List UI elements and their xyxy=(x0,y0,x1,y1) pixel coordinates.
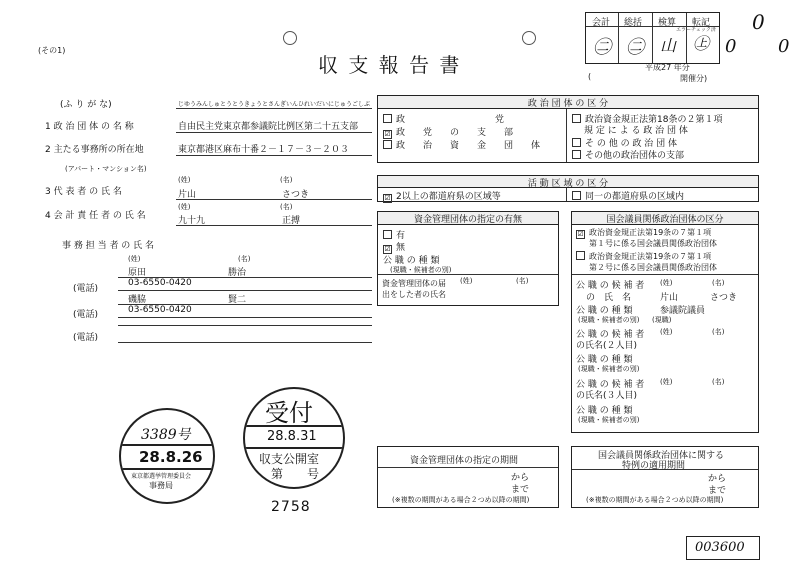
type-option-other[interactable]: そ の 他 の 政 治 団 体 xyxy=(572,136,677,149)
check-table xyxy=(585,12,720,64)
acct-mei-label: (名) xyxy=(280,203,293,211)
political-type-header: 政 治 団 体 の 区 分 xyxy=(378,96,758,109)
office2-label: 公 職 の 種 類 xyxy=(576,355,633,365)
type-option-other-branch[interactable]: その他の政治団体の支部 xyxy=(572,148,684,161)
address-value: 東京都港区麻布十番２－１７－３－２０３ xyxy=(178,145,350,155)
diet-type-header: 国会議員関係政治団体の区分 xyxy=(572,212,758,225)
office1-value: 参議院議員 xyxy=(660,306,706,316)
representative-label: 3 代 表 者 の 氏 名 xyxy=(45,187,122,197)
diet-option-1-line2: 第１号に係る国会議員関係政治団体 xyxy=(589,239,717,248)
receipt-stamp-left xyxy=(119,408,215,504)
cand3-sei-label: (姓) xyxy=(660,378,673,386)
error-check-note: エラーチェック済 xyxy=(676,27,716,33)
check-mark-4: ㊤ xyxy=(693,34,710,53)
type-option-art18-line2: 規 定 に よ る 政 治 団 体 xyxy=(584,126,688,136)
office3-sub-label: (現職・候補者の別) xyxy=(578,416,640,424)
accountant-label: 4 会 計 責 任 者 の 氏 名 xyxy=(45,211,146,221)
diet-option-2[interactable]: 政治資金規正法第19条の７第１項 xyxy=(576,251,711,262)
fund-office-type-label: 公 職 の 種 類 xyxy=(383,256,440,266)
stamp-left-org2: 事務局 xyxy=(149,481,173,490)
acct-sei-label: (姓) xyxy=(178,203,191,211)
cand1-mei-label: (名) xyxy=(712,279,725,287)
cand1-label-1: 公 職 の 候 補 者 xyxy=(576,281,645,291)
check-mark-2: ㊁ xyxy=(626,37,644,58)
cand1-sei-label: (姓) xyxy=(660,279,673,287)
fund-period-from: から xyxy=(511,473,530,483)
report-year: 平成27 年分 xyxy=(645,63,690,72)
received-number: 2758 xyxy=(271,499,311,515)
hole-circle xyxy=(522,31,536,45)
check-header-summary: 総括 xyxy=(624,18,643,28)
hand-zero-1: 0 xyxy=(752,10,765,34)
fund-sei-label: (姓) xyxy=(460,277,473,285)
diet-period-to: まで xyxy=(708,486,727,496)
stamp-right-title: 受付 xyxy=(265,399,313,427)
type-option-fund[interactable]: 政 治 資 金 団 体 xyxy=(383,138,540,151)
cand1-last: 片山 xyxy=(660,293,679,303)
fund-option-no[interactable]: ☑ 無 xyxy=(384,243,406,253)
period-label: 開催分) xyxy=(680,74,708,83)
check-header-transfer: 転記 xyxy=(692,18,711,28)
rep-first-name: さつき xyxy=(282,190,310,200)
activity-option-multi[interactable]: ☑ 2以上の都道府県の区域等 xyxy=(384,192,501,202)
diet-period-header-1: 国会議員関係政治団体に関する xyxy=(598,451,725,461)
staff2-first: 賢二 xyxy=(228,295,247,305)
type-option-party[interactable]: 政 党 xyxy=(383,112,504,125)
form-code: (その1) xyxy=(38,46,66,55)
corner-number-box xyxy=(686,536,760,560)
hand-zero-3: 0 xyxy=(778,36,790,57)
document-title: 収 支 報 告 書 xyxy=(318,53,462,77)
fund-office-sub-label: (現職・候補者の別) xyxy=(390,266,452,274)
open-paren: ( xyxy=(588,72,592,81)
stamp-left-org: 東京都選挙管理委員会 xyxy=(131,473,192,480)
receipt-stamp-right xyxy=(243,387,345,489)
staff1-last: 原田 xyxy=(128,268,147,278)
staff-sei-label: (姓) xyxy=(128,255,141,263)
address-sub-label: (アパート・マンション名) xyxy=(65,165,147,173)
check-mark-3: 山 xyxy=(660,36,677,55)
cand2-label-1: 公 職 の 候 補 者 xyxy=(576,330,645,340)
tel-label-3: (電話) xyxy=(73,333,99,343)
check-header-verify: 検算 xyxy=(658,18,677,28)
hand-zero-2: 0 xyxy=(725,36,737,57)
diet-period-box xyxy=(571,446,759,508)
stamp-right-org: 収支公開室 xyxy=(259,452,320,466)
cand2-mei-label: (名) xyxy=(712,328,725,336)
activity-option-single[interactable]: 同一の都道府県の区域内 xyxy=(572,189,684,202)
fund-designator-label-2: 出をした者の氏名 xyxy=(382,290,446,299)
diet-option-2-line2: 第２号に係る国会議員関係政治団体 xyxy=(589,263,717,272)
cand1-label-2: の 氏 名 xyxy=(586,293,632,303)
diet-period-note: (※複数の期間がある場合２つめ以降の期間) xyxy=(586,496,724,504)
office1-label: 公 職 の 種 類 xyxy=(576,306,633,316)
furigana-value: じゆうみんしゅとうとうきょうとさんぎいんひれいだいにじゅうごしぶ xyxy=(178,101,371,108)
hole-circle xyxy=(283,31,297,45)
type-option-branch[interactable]: ☑ 政 党 の 支 部 xyxy=(384,128,514,138)
office2-sub-label: (現職・候補者の別) xyxy=(578,365,640,373)
tel-label-1: (電話) xyxy=(73,284,99,294)
stamp-right-date: 28.8.31 xyxy=(267,429,317,444)
cand1-first: さつき xyxy=(710,293,738,303)
diet-type-box xyxy=(571,211,759,433)
cand3-mei-label: (名) xyxy=(712,378,725,386)
address-label: 2 主たる事務所の所在地 xyxy=(45,145,144,155)
rep-sei-label: (姓) xyxy=(178,176,191,184)
fund-designator-label-1: 資金管理団体の届 xyxy=(382,279,446,288)
fund-mei-label: (名) xyxy=(516,277,529,285)
acct-first-name: 正搏 xyxy=(282,216,301,226)
office3-label: 公 職 の 種 類 xyxy=(576,406,633,416)
political-type-box xyxy=(377,95,759,163)
diet-period-header-2: 特例の適用期間 xyxy=(622,461,686,471)
check-mark-1: ㊁ xyxy=(593,37,611,58)
office1-sub-label: (現職・候補者の別) xyxy=(578,316,640,324)
diet-period-from: から xyxy=(708,474,727,484)
rep-last-name: 片山 xyxy=(178,190,197,200)
org-name-value: 自由民主党東京都参議院比例区第二十五支部 xyxy=(178,122,359,132)
stamp-left-date: 28.8.26 xyxy=(139,448,203,466)
diet-option-1[interactable]: ☑ 政治資金規正法第19条の７第１項 xyxy=(577,228,712,238)
fund-period-note: (※複数の期間がある場合２つめ以降の期間) xyxy=(392,496,530,504)
staff-label: 事 務 担 当 者 の 氏 名 xyxy=(62,241,155,251)
fund-mgmt-header: 資金管理団体の指定の有無 xyxy=(378,212,558,225)
cand3-label-1: 公 職 の 候 補 者 xyxy=(576,380,645,390)
tel-label-2: (電話) xyxy=(73,310,99,320)
office1-status: (現職) xyxy=(652,316,672,324)
activity-header: 活 動 区 域 の 区 分 xyxy=(378,176,758,188)
fund-period-box xyxy=(377,446,559,508)
type-option-art18[interactable]: 政治資金規正法第18条の２第１項 xyxy=(572,112,722,125)
fund-option-yes[interactable]: 有 xyxy=(383,228,405,241)
rep-mei-label: (名) xyxy=(280,176,293,184)
staff2-tel: 03-6550-0420 xyxy=(128,305,192,315)
staff-mei-label: (名) xyxy=(238,255,251,263)
staff1-tel: 03-6550-0420 xyxy=(128,278,192,288)
staff1-first: 勝治 xyxy=(228,268,247,278)
activity-area-box xyxy=(377,175,759,202)
staff2-last: 磯脇 xyxy=(128,295,147,305)
cand2-sei-label: (姓) xyxy=(660,328,673,336)
fund-period-header: 資金管理団体の指定の期間 xyxy=(410,456,519,466)
org-name-label: 1 政 治 団 体 の 名 称 xyxy=(45,122,134,132)
corner-number: 003600 xyxy=(695,540,745,555)
cand2-label-2: の氏名(２人目) xyxy=(576,341,638,351)
stamp-left-number: 3389号 xyxy=(141,427,191,443)
check-header-accounting: 会計 xyxy=(592,18,611,28)
cand3-label-2: の氏名(３人目) xyxy=(576,391,638,401)
fund-mgmt-box xyxy=(377,211,559,306)
stamp-right-number-label: 第 号 xyxy=(271,467,320,481)
fund-period-to: まで xyxy=(511,485,530,495)
acct-last-name: 九十九 xyxy=(178,216,206,226)
furigana-label: (ふ り が な) xyxy=(60,100,112,110)
